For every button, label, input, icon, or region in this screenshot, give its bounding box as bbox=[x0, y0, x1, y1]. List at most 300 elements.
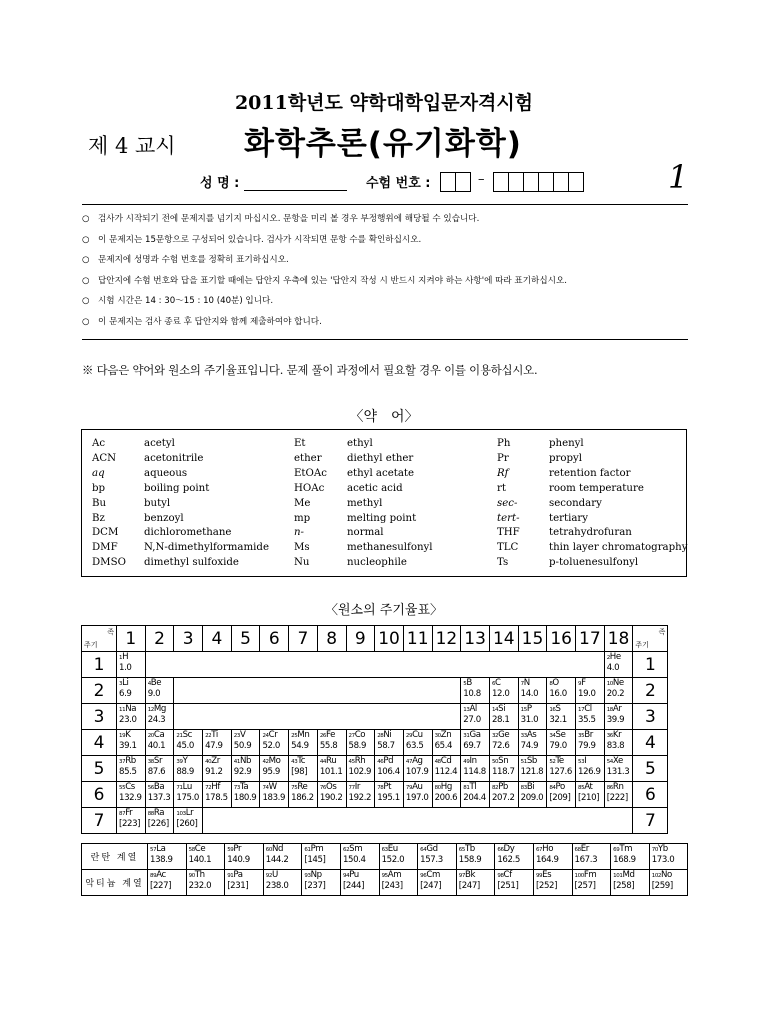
instruction-text: 이 문제지는 15문항으로 구성되어 있습니다. 검사가 시작되면 문항 수를 확인하십시오. bbox=[98, 234, 422, 245]
element bbox=[461, 678, 489, 703]
element-symbol: Pd bbox=[383, 756, 394, 766]
atomic-number: 88 bbox=[147, 811, 154, 817]
element-symbol: La bbox=[156, 844, 166, 854]
element-symbol: Dy bbox=[503, 844, 515, 854]
element-symbol: Xe bbox=[612, 756, 623, 766]
abbreviation-term: sec- bbox=[497, 497, 518, 509]
atomic-mass: [259] bbox=[651, 881, 673, 891]
element-symbol: N bbox=[523, 678, 530, 688]
group-number: 7 bbox=[289, 626, 318, 652]
atomic-mass: 88.9 bbox=[176, 767, 194, 777]
atomic-mass: 102.9 bbox=[348, 767, 372, 777]
atomic-mass: 207.2 bbox=[491, 793, 515, 803]
element-symbol: Sc bbox=[182, 730, 192, 740]
element-symbol: Tb bbox=[464, 844, 475, 854]
element-symbol: I bbox=[584, 756, 587, 766]
atomic-mass: 232.0 bbox=[188, 881, 212, 891]
element-symbol: Pa bbox=[233, 870, 243, 880]
abbreviation-meaning: retention factor bbox=[549, 467, 631, 479]
element-symbol: W bbox=[268, 782, 277, 792]
atomic-number: 65 bbox=[458, 847, 465, 853]
element-symbol: Y bbox=[182, 756, 188, 766]
element-symbol: Hf bbox=[211, 782, 220, 792]
corner-box bbox=[82, 626, 116, 651]
element-cell bbox=[148, 870, 187, 896]
element-symbol: Os bbox=[326, 782, 337, 792]
element-cell bbox=[547, 730, 576, 756]
element-symbol: Rb bbox=[125, 756, 136, 766]
element bbox=[302, 870, 340, 895]
element bbox=[117, 678, 145, 703]
atomic-mass: 92.9 bbox=[233, 767, 252, 777]
period-number: 5 bbox=[82, 756, 117, 782]
abbreviation-term: THF bbox=[497, 527, 520, 539]
element-symbol-line bbox=[536, 870, 551, 880]
atomic-number: 14 bbox=[491, 707, 499, 713]
element-symbol-line bbox=[459, 870, 475, 880]
group-number: 16 bbox=[547, 626, 576, 652]
element-symbol-line bbox=[497, 870, 511, 880]
element-cell bbox=[533, 844, 572, 870]
element-symbol: Ti bbox=[211, 730, 218, 740]
element-cell bbox=[489, 678, 518, 704]
element-symbol: Cf bbox=[503, 870, 512, 880]
element bbox=[318, 730, 346, 755]
abbreviation-meaning: N,N-dimethylformamide bbox=[144, 542, 269, 554]
element-symbol: Gd bbox=[426, 844, 438, 854]
abbreviation-term: Pr bbox=[497, 452, 509, 464]
element-cell bbox=[604, 782, 633, 808]
exam-number-boxes-left[interactable] bbox=[441, 172, 471, 192]
element-symbol: Si bbox=[498, 704, 506, 714]
element bbox=[605, 730, 633, 755]
element-symbol-line bbox=[492, 730, 509, 740]
element-symbol-line bbox=[578, 756, 586, 766]
element-symbol-line bbox=[148, 808, 164, 818]
element bbox=[519, 756, 547, 781]
element-symbol-line bbox=[349, 756, 366, 766]
element-cell bbox=[572, 844, 611, 870]
element-symbol-line bbox=[119, 678, 129, 688]
atomic-number: 42 bbox=[262, 759, 269, 765]
atomic-mass: [209] bbox=[549, 793, 571, 803]
element-symbol-line bbox=[613, 870, 634, 880]
element-symbol-line bbox=[382, 844, 398, 854]
period-number: 3 bbox=[82, 704, 117, 730]
element-symbol-line bbox=[578, 782, 593, 792]
element-symbol: Rn bbox=[612, 782, 624, 792]
abbreviation-term: Bz bbox=[92, 512, 105, 524]
bullet-icon: ○ bbox=[82, 234, 90, 245]
element-symbol-line bbox=[497, 844, 514, 854]
element-cell bbox=[145, 756, 174, 782]
atomic-mass: 32.1 bbox=[549, 715, 567, 725]
element bbox=[576, 678, 604, 703]
page-number: 1 bbox=[668, 158, 689, 196]
element bbox=[174, 808, 202, 833]
atomic-mass: [98] bbox=[291, 767, 308, 777]
abbreviation-term: mp bbox=[294, 512, 311, 524]
element bbox=[302, 844, 340, 869]
atomic-number: 72 bbox=[205, 785, 212, 791]
actinide-series-label: 악티늄 계열 bbox=[82, 870, 148, 896]
atomic-number: 74 bbox=[262, 785, 269, 791]
element-symbol: Th bbox=[194, 870, 205, 880]
element bbox=[547, 782, 575, 807]
atomic-mass: 63.5 bbox=[405, 741, 424, 751]
atomic-mass: 173.0 bbox=[651, 855, 675, 865]
element-cell bbox=[346, 756, 375, 782]
element-symbol-line bbox=[291, 730, 309, 740]
element-symbol: Ca bbox=[153, 730, 165, 740]
element-cell bbox=[649, 870, 688, 896]
atomic-number: 58 bbox=[188, 847, 195, 853]
atomic-number: 33 bbox=[520, 733, 527, 739]
atomic-mass: 27.0 bbox=[463, 715, 481, 725]
atomic-number: 94 bbox=[342, 873, 350, 879]
abbreviation-meaning: boiling point bbox=[144, 482, 210, 494]
element-cell bbox=[379, 844, 418, 870]
bullet-icon: ○ bbox=[82, 275, 90, 286]
abbreviation-term: ACN bbox=[92, 452, 117, 464]
element-cell bbox=[225, 844, 264, 870]
element-symbol: In bbox=[469, 756, 477, 766]
element-cell bbox=[186, 870, 225, 896]
element bbox=[117, 730, 145, 755]
abbreviation-term: bp bbox=[92, 482, 106, 494]
element-symbol: U bbox=[271, 870, 278, 880]
atomic-number: 49 bbox=[463, 759, 470, 765]
periodic-table-title: 〈원소의 주기율표〉 bbox=[324, 603, 444, 618]
atomic-mass: 58.9 bbox=[348, 741, 367, 751]
atomic-number: 59 bbox=[227, 847, 234, 853]
element-symbol: Ni bbox=[383, 730, 392, 740]
element bbox=[490, 756, 518, 781]
element-cell bbox=[145, 678, 174, 704]
instructions-divider bbox=[82, 339, 688, 340]
atomic-mass: 168.9 bbox=[613, 855, 636, 865]
element-symbol: Br bbox=[584, 730, 593, 740]
atomic-mass: 85.5 bbox=[119, 767, 137, 777]
element-symbol: Re bbox=[297, 782, 308, 792]
element-symbol: Rh bbox=[354, 756, 366, 766]
atomic-number: 45 bbox=[348, 759, 355, 765]
element-symbol: V bbox=[239, 730, 246, 740]
atomic-mass: 137.3 bbox=[147, 793, 171, 803]
atomic-number: 84 bbox=[549, 785, 556, 791]
atomic-number: 40 bbox=[205, 759, 212, 765]
element-symbol: Cs bbox=[125, 782, 135, 792]
element-cell bbox=[489, 730, 518, 756]
element-cell bbox=[604, 678, 633, 704]
element bbox=[547, 730, 575, 755]
element-symbol: K bbox=[125, 730, 131, 740]
element-symbol: Pb bbox=[498, 782, 508, 792]
atomic-number: 1 bbox=[119, 655, 123, 661]
atomic-mass: [258] bbox=[613, 881, 635, 891]
element-cell bbox=[432, 782, 461, 808]
element-cell bbox=[375, 756, 404, 782]
instruction-item bbox=[82, 233, 688, 254]
element-cell bbox=[260, 782, 289, 808]
atomic-number: 102 bbox=[651, 873, 662, 879]
element bbox=[347, 730, 375, 755]
period-number: 1 bbox=[633, 652, 668, 678]
atomic-number: 3 bbox=[119, 681, 123, 687]
atomic-mass: 12.0 bbox=[491, 689, 510, 699]
element bbox=[146, 730, 174, 755]
abbreviation-meaning: dimethyl sulfoxide bbox=[144, 557, 239, 569]
element-symbol: Bi bbox=[526, 782, 535, 792]
element-cell bbox=[432, 730, 461, 756]
element bbox=[117, 782, 145, 807]
abbreviation-term: Et bbox=[294, 438, 306, 449]
element-cell bbox=[346, 730, 375, 756]
abbreviation-term: ether bbox=[294, 452, 322, 464]
atomic-mass: 209.0 bbox=[520, 793, 544, 803]
lanthanide-actinide-table bbox=[81, 843, 688, 896]
atomic-mass: 158.9 bbox=[458, 855, 482, 865]
element-cell bbox=[432, 756, 461, 782]
atomic-number: 77 bbox=[348, 785, 355, 791]
abbreviation-meaning: thin layer chromatography bbox=[549, 542, 688, 554]
atomic-mass: 152.0 bbox=[381, 855, 405, 865]
element-cell bbox=[145, 730, 174, 756]
atomic-mass: 157.3 bbox=[420, 855, 443, 865]
element bbox=[264, 870, 302, 895]
atomic-mass: 83.8 bbox=[606, 741, 625, 751]
element bbox=[573, 870, 611, 895]
element-symbol-line bbox=[406, 730, 423, 740]
element bbox=[534, 870, 572, 895]
atomic-mass: 112.4 bbox=[434, 767, 458, 777]
atomic-mass: 79.9 bbox=[578, 741, 596, 751]
abbreviation-term: Ms bbox=[294, 542, 310, 554]
element-symbol: Tm bbox=[619, 844, 633, 854]
element-symbol-line bbox=[262, 756, 280, 766]
atomic-number: 92 bbox=[265, 873, 272, 879]
atomic-mass: 35.5 bbox=[578, 715, 596, 725]
period-number: 6 bbox=[82, 782, 117, 808]
element-symbol-line bbox=[119, 704, 136, 714]
atomic-mass: 52.0 bbox=[262, 741, 280, 751]
element bbox=[146, 782, 174, 807]
atomic-mass: [223] bbox=[119, 819, 141, 829]
atomic-number: 41 bbox=[233, 759, 240, 765]
element-symbol: Pm bbox=[310, 844, 324, 854]
abbreviation-term: HOAc bbox=[294, 482, 325, 494]
element bbox=[457, 870, 495, 895]
instruction-text: 검사가 시작되기 전에 문제지를 넘기지 마십시오. 문항을 미리 볼 경우 부정행위에 해당될 수 있습니다. bbox=[98, 214, 480, 224]
element-cell bbox=[186, 844, 225, 870]
atomic-mass: 186.2 bbox=[291, 793, 314, 803]
corner-group-label: 족 bbox=[658, 628, 666, 636]
atomic-number: 91 bbox=[227, 873, 234, 879]
reference-note: ※ 다음은 약어와 원소의 주기율표입니다. 문제 풀이 과정에서 필요할 경우 이를 이용하십시오. bbox=[82, 363, 538, 377]
element-cell bbox=[225, 870, 264, 896]
atomic-mass: [222] bbox=[606, 793, 628, 803]
element bbox=[318, 756, 346, 781]
atomic-number: 103 bbox=[176, 811, 186, 817]
element-symbol: Ar bbox=[612, 704, 622, 714]
exam-number-boxes-right[interactable] bbox=[494, 172, 584, 192]
group-number: 13 bbox=[461, 626, 490, 652]
atomic-number: 96 bbox=[420, 873, 427, 879]
element-symbol: Zr bbox=[211, 756, 220, 766]
element bbox=[380, 870, 418, 895]
element-cell bbox=[604, 756, 633, 782]
atomic-number: 95 bbox=[381, 873, 388, 879]
element bbox=[461, 730, 489, 755]
element bbox=[404, 782, 432, 807]
period-number: 2 bbox=[82, 678, 117, 704]
element-cell bbox=[495, 870, 534, 896]
atomic-number: 31 bbox=[463, 733, 470, 739]
atomic-mass: 164.9 bbox=[535, 855, 559, 865]
element-symbol: Er bbox=[580, 844, 589, 854]
atomic-number: 24 bbox=[262, 733, 269, 739]
atomic-number: 9 bbox=[578, 681, 582, 687]
element-cell bbox=[260, 730, 289, 756]
element bbox=[404, 730, 432, 755]
element-symbol-line bbox=[549, 730, 565, 740]
element-cell bbox=[604, 652, 633, 678]
element-cell bbox=[289, 730, 318, 756]
atomic-number: 4 bbox=[147, 681, 151, 687]
instruction-text: 문제지에 성명과 수험 번호를 정확히 표기하십시오. bbox=[98, 255, 289, 266]
element bbox=[117, 756, 145, 781]
element-symbol-line bbox=[320, 756, 336, 766]
element-symbol: Kr bbox=[612, 730, 622, 740]
element-symbol: Sm bbox=[349, 844, 363, 854]
abbreviation-term: DMSO bbox=[92, 557, 126, 569]
element-symbol-line bbox=[521, 678, 530, 688]
atomic-number: 56 bbox=[147, 785, 154, 791]
atomic-mass: 65.4 bbox=[434, 741, 453, 751]
element-symbol: Cu bbox=[412, 730, 423, 740]
element-symbol: Mg bbox=[153, 704, 166, 714]
element bbox=[289, 756, 317, 781]
element-symbol-line bbox=[406, 756, 423, 766]
element-cell bbox=[518, 756, 547, 782]
element-symbol-line bbox=[227, 844, 241, 854]
group-number: 1 bbox=[117, 626, 146, 652]
atomic-mass: 72.6 bbox=[491, 741, 510, 751]
element bbox=[260, 756, 288, 781]
empty-region bbox=[203, 808, 633, 834]
abbreviation-meaning: ethyl acetate bbox=[347, 467, 415, 479]
periodic-table bbox=[81, 625, 668, 834]
period-number: 2 bbox=[633, 678, 668, 704]
element-cell bbox=[117, 782, 146, 808]
corner-box bbox=[633, 626, 667, 651]
bullet-icon: ○ bbox=[82, 214, 90, 224]
element-symbol-line bbox=[227, 870, 242, 880]
element-cell bbox=[576, 756, 605, 782]
atomic-number: 90 bbox=[188, 873, 195, 879]
element bbox=[461, 756, 489, 781]
element-symbol-line bbox=[234, 782, 249, 792]
element-symbol-line bbox=[205, 782, 220, 792]
element bbox=[232, 730, 260, 755]
element bbox=[148, 844, 186, 869]
element bbox=[433, 782, 461, 807]
element-cell bbox=[174, 808, 203, 834]
element-cell bbox=[231, 756, 260, 782]
period-number: 7 bbox=[633, 808, 668, 834]
element-symbol: Ra bbox=[153, 808, 165, 818]
abbreviation-meaning: p-toluenesulfonyl bbox=[549, 557, 639, 569]
element-symbol-line bbox=[607, 756, 623, 766]
group-number: 17 bbox=[576, 626, 605, 652]
element-symbol: O bbox=[552, 678, 559, 688]
element-symbol: Bk bbox=[464, 870, 476, 880]
atomic-number: 39 bbox=[176, 759, 183, 765]
atomic-number: 66 bbox=[497, 847, 504, 853]
element-cell bbox=[403, 756, 432, 782]
element-symbol-line bbox=[189, 844, 206, 854]
element-symbol: C bbox=[495, 678, 501, 688]
atomic-mass: 140.1 bbox=[188, 855, 212, 865]
atomic-number: 6 bbox=[491, 681, 496, 687]
abbreviation-term: Ts bbox=[497, 557, 509, 569]
atomic-mass: 118.7 bbox=[491, 767, 515, 777]
abbreviation-term: DMF bbox=[92, 542, 118, 554]
atomic-mass: 20.2 bbox=[606, 689, 625, 699]
element-cell bbox=[461, 704, 490, 730]
atomic-mass: 192.2 bbox=[348, 793, 372, 803]
element bbox=[187, 844, 225, 869]
atomic-mass: 106.4 bbox=[377, 767, 400, 777]
atomic-mass: 40.1 bbox=[147, 741, 166, 751]
atomic-mass: [237] bbox=[304, 881, 326, 891]
element-symbol: Co bbox=[354, 730, 366, 740]
element-cell bbox=[611, 870, 650, 896]
element-symbol-line bbox=[463, 730, 480, 740]
atomic-mass: [231] bbox=[227, 881, 249, 891]
element-cell bbox=[346, 782, 375, 808]
atomic-number: 18 bbox=[606, 707, 613, 713]
element-cell bbox=[260, 756, 289, 782]
name-field[interactable] bbox=[244, 190, 347, 191]
element bbox=[187, 870, 225, 895]
atomic-number: 46 bbox=[377, 759, 384, 765]
atomic-mass: 132.9 bbox=[119, 793, 142, 803]
element-symbol-line bbox=[119, 808, 132, 818]
atomic-mass: 178.5 bbox=[205, 793, 228, 803]
element-cell bbox=[604, 704, 633, 730]
element-cell bbox=[403, 730, 432, 756]
element-symbol-line bbox=[492, 782, 508, 792]
subject-title: 화학추론(유기화학) bbox=[244, 126, 522, 162]
element bbox=[605, 678, 633, 703]
element-cell bbox=[340, 870, 379, 896]
element-cell bbox=[203, 782, 232, 808]
element bbox=[605, 782, 633, 807]
element-cell bbox=[174, 756, 203, 782]
element bbox=[260, 782, 288, 807]
element-symbol: Cd bbox=[440, 756, 452, 766]
empty-region bbox=[174, 678, 461, 704]
element-cell bbox=[375, 730, 404, 756]
period-number: 3 bbox=[633, 704, 668, 730]
element-cell bbox=[148, 844, 187, 870]
atomic-number: 69 bbox=[613, 847, 620, 853]
element-symbol: Ge bbox=[498, 730, 510, 740]
element bbox=[203, 730, 231, 755]
empty-region bbox=[145, 652, 604, 678]
element-symbol-line bbox=[549, 782, 565, 792]
